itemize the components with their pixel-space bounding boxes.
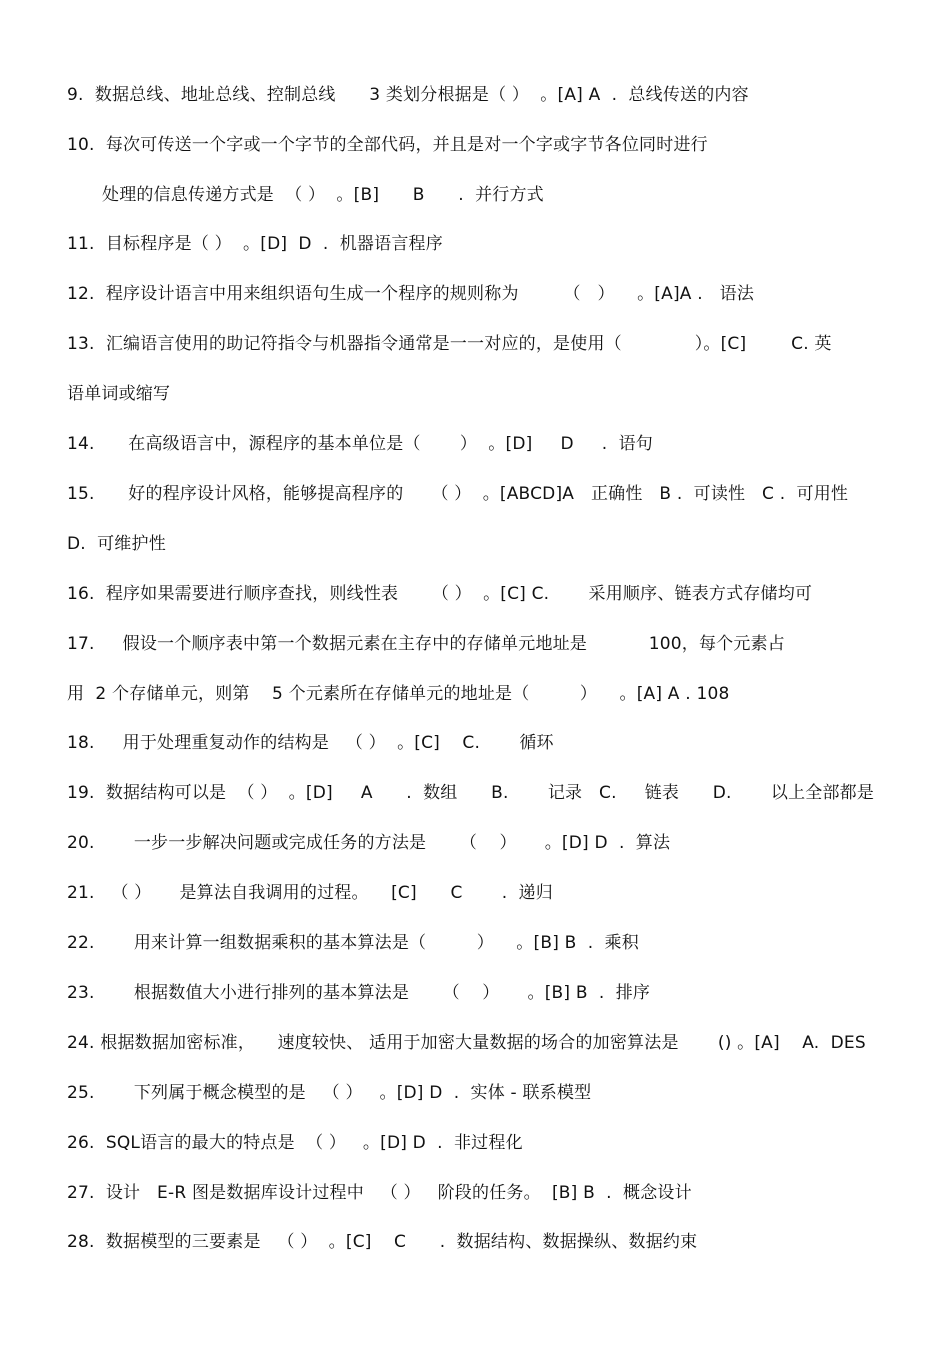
- question-22: 22. 用来计算一组数据乘积的基本算法是（ ） 。[B] B . 乘积: [67, 933, 639, 953]
- question-10: 10. 每次可传送一个字或一个字节的全部代码，并且是对一个字或字节各位同时进行: [67, 135, 708, 155]
- question-9: 9. 数据总线、地址总线、控制总线 3 类划分根据是（ ） 。[A] A . 总线传送的内容: [67, 85, 749, 105]
- question-14: 14. 在高级语言中，源程序的基本单位是（ ） 。[D] D . 语句: [67, 434, 653, 454]
- question-16: 16. 程序如果需要进行顺序查找，则线性表 （ ） 。[C] C. 采用顺序、链表方式存储均可: [67, 584, 813, 604]
- question-17-continuation: 用 2 个存储单元，则第 5 个元素所在存储单元的地址是（ ） 。[A] A . 108: [67, 684, 730, 704]
- question-26: 26. SQL语言的最大的特点是 （ ） 。[D] D . 非过程化: [67, 1133, 523, 1153]
- question-17: 17. 假设一个顺序表中第一个数据元素在主存中的存储单元地址是 100，每个元素占: [67, 634, 785, 654]
- question-13: 13. 汇编语言使用的助记符指令与机器指令通常是一一对应的，是使用（ ）。[C] C. 英: [67, 334, 832, 354]
- question-19: 19. 数据结构可以是 （ ） 。[D] A . 数组 B. 记录 C. 链表 D. 以上全部都是: [67, 783, 875, 803]
- question-27: 27. 设计 E-R 图是数据库设计过程中 （ ） 阶段的任务。 [B] B . 概念设计: [67, 1183, 692, 1203]
- question-11: 11. 目标程序是（ ） 。[D] D . 机器语言程序: [67, 234, 443, 254]
- question-25: 25. 下列属于概念模型的是 （ ） 。[D] D . 实体 - 联系模型: [67, 1083, 592, 1103]
- question-10-continuation: 处理的信息传递方式是 （ ） 。[B] B . 并行方式: [102, 185, 544, 205]
- question-15-continuation: D. 可维护性: [67, 534, 166, 554]
- question-20: 20. 一步一步解决问题或完成任务的方法是 （ ） 。[D] D . 算法: [67, 833, 671, 853]
- question-21: 21. （ ） 是算法自我调用的过程。 [C] C . 递归: [67, 883, 553, 903]
- question-28: 28. 数据模型的三要素是 （ ） 。[C] C . 数据结构、数据操纵、数据约束: [67, 1232, 698, 1252]
- question-15: 15. 好的程序设计风格，能够提高程序的 （ ） 。[ABCD]A 正确性 B . 可读性 C . 可用性: [67, 484, 849, 504]
- question-12: 12. 程序设计语言中用来组织语句生成一个程序的规则称为 （ ） 。[A]A . 语法: [67, 284, 755, 304]
- question-23: 23. 根据数值大小进行排列的基本算法是 （ ） 。[B] B . 排序: [67, 983, 651, 1003]
- question-24: 24. 根据数据加密标准， 速度较快、 适用于加密大量数据的场合的加密算法是 () 。[A] A. DES: [67, 1033, 866, 1053]
- question-18: 18. 用于处理重复动作的结构是 （ ） 。[C] C. 循环: [67, 733, 554, 753]
- question-13-continuation: 语单词或缩写: [67, 384, 171, 404]
